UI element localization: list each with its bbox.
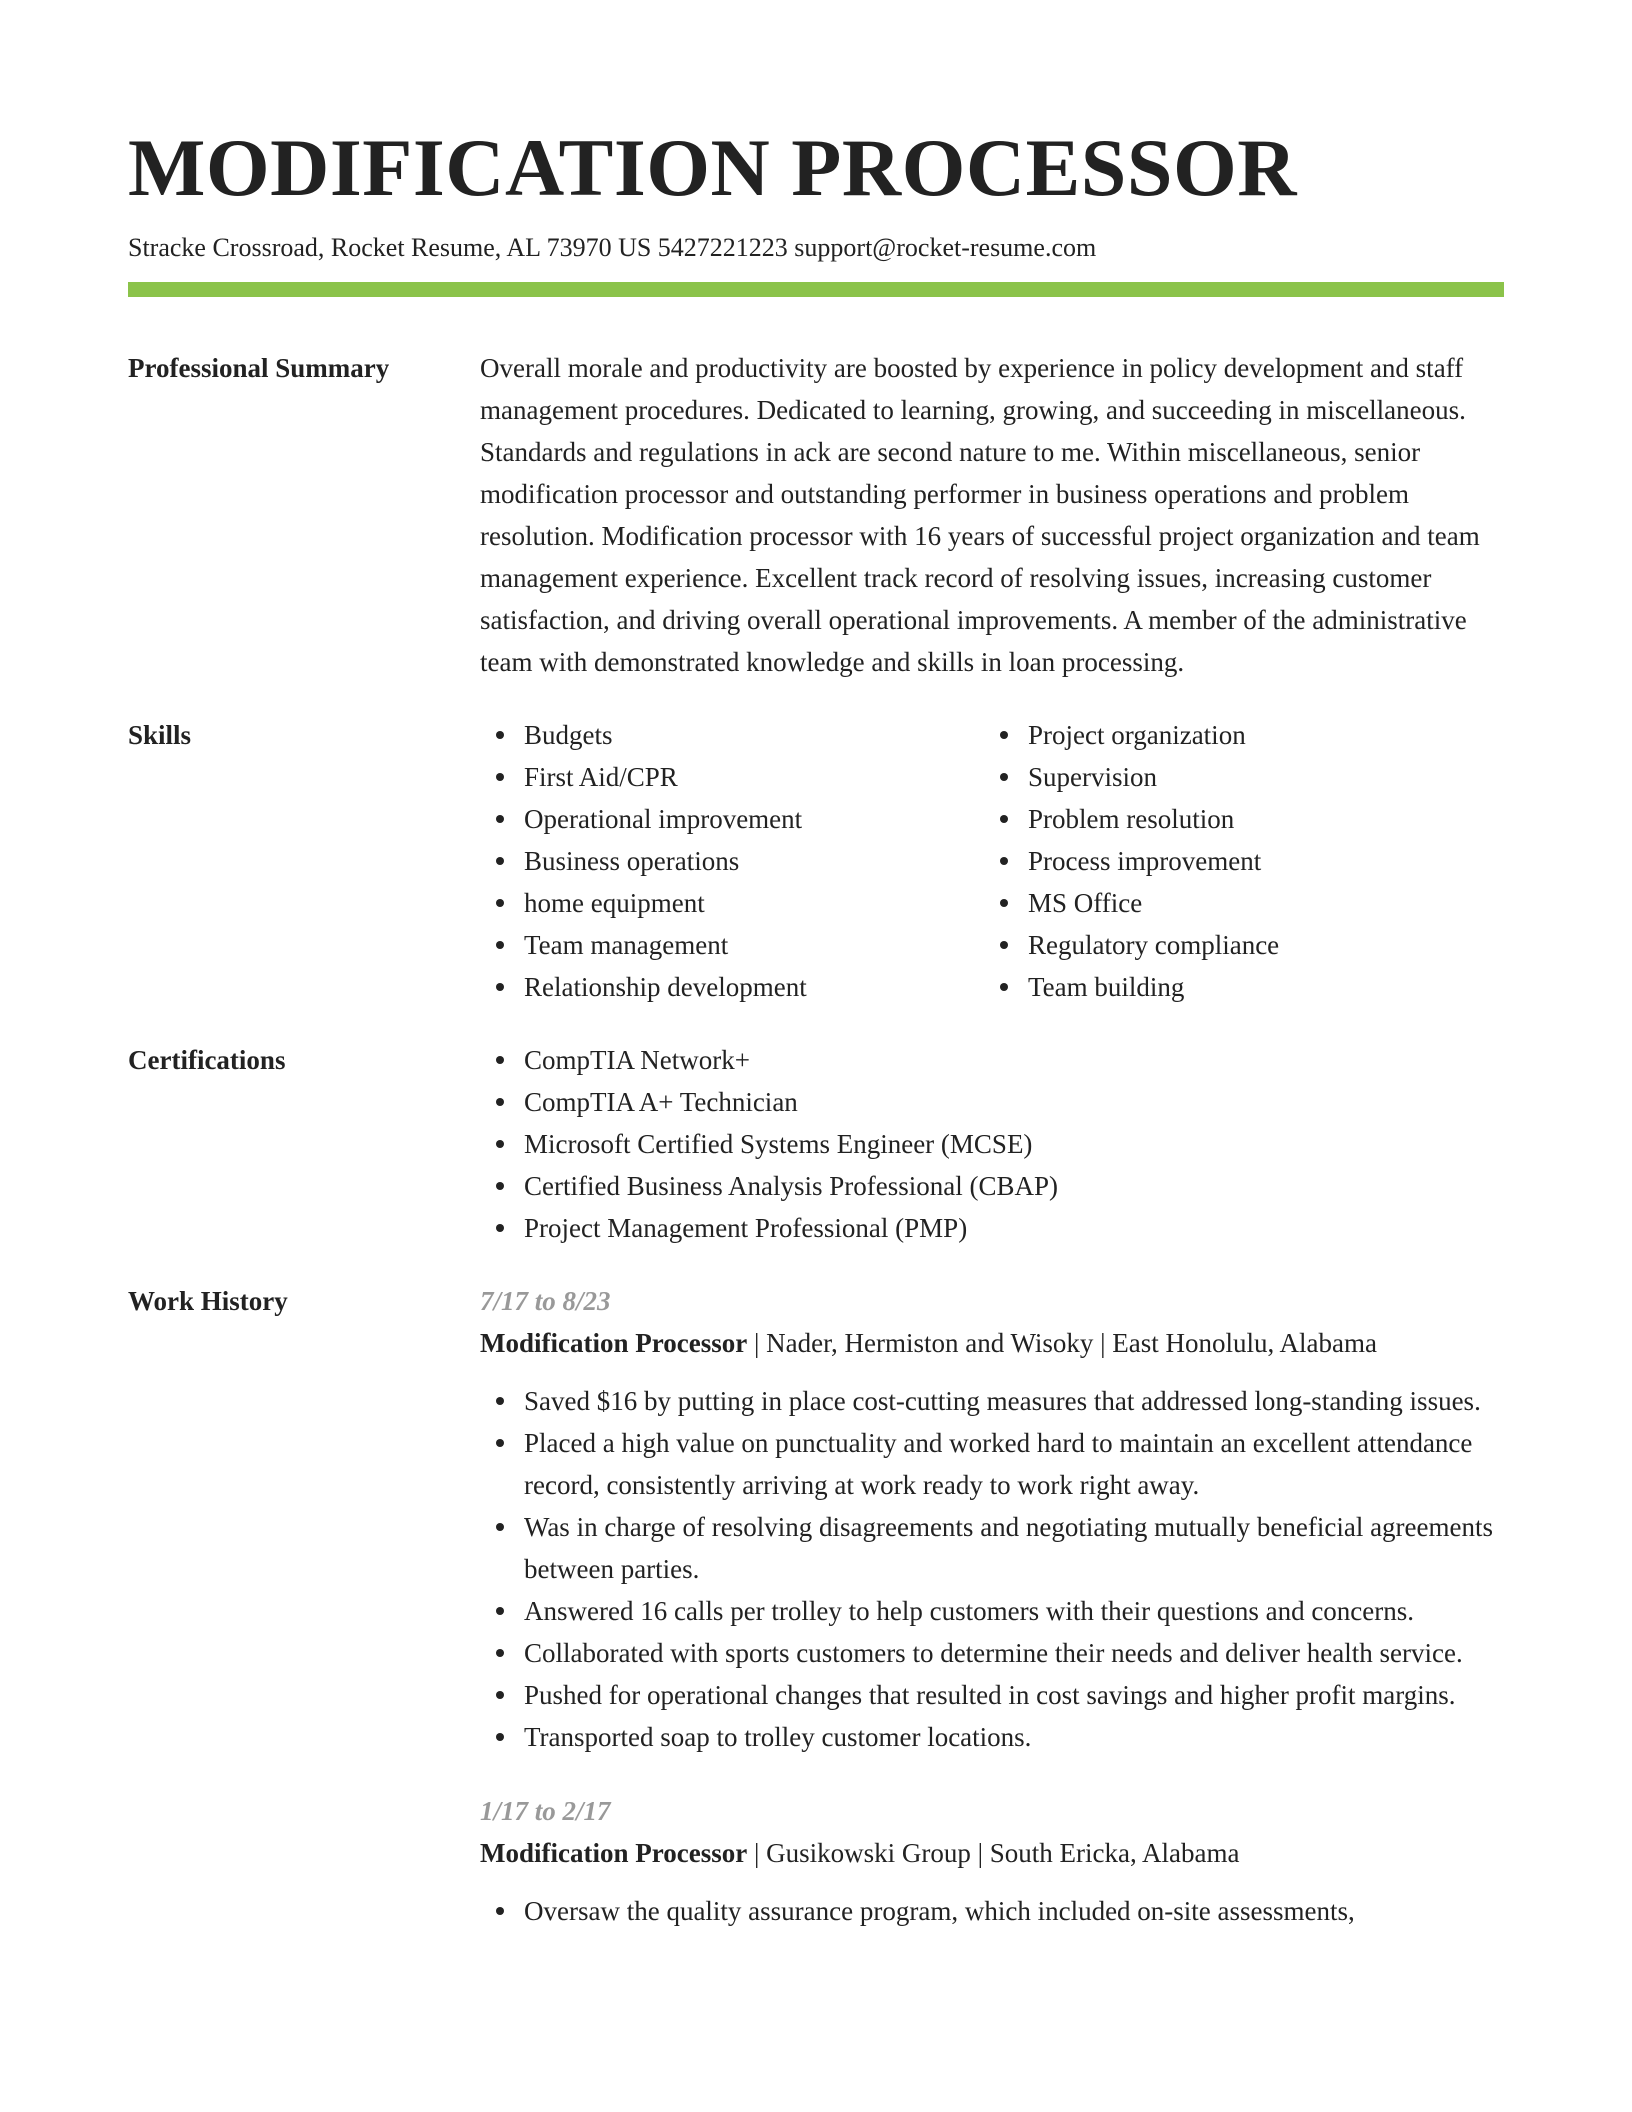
list-item: Budgets: [524, 714, 984, 756]
skills-section: [128, 714, 1504, 1008]
list-item: Team building: [1028, 966, 1488, 1008]
skills-list-left: [480, 714, 984, 1008]
job-dates: 1/17 to 2/17: [480, 1796, 611, 1826]
list-item: Relationship development: [524, 966, 984, 1008]
list-item: Team management: [524, 924, 984, 966]
skills-column-left: [480, 714, 984, 1008]
certifications-body: [480, 1039, 1504, 1249]
list-item: CompTIA Network+: [524, 1039, 1504, 1081]
job-heading: [480, 1322, 1504, 1364]
work-history-body: [480, 1280, 1504, 1964]
section-title-certifications: Certifications: [128, 1045, 286, 1075]
skills-column-right: [984, 714, 1488, 1008]
list-item: Certified Business Analysis Professional (CBAP): [524, 1165, 1504, 1207]
list-item: Process improvement: [1028, 840, 1488, 882]
job-title: Modification Processor: [480, 1838, 748, 1868]
summary-section: [128, 347, 1504, 683]
section-title-work-history: Work History: [128, 1286, 288, 1316]
list-item: Supervision: [1028, 756, 1488, 798]
summary-text: Overall morale and productivity are boosted by experience in policy development and staff management procedures. Dedicated to learning, growing, and succeeding in miscellaneous. Standards and regulations in ack are second nature to me. Within miscellaneous, senior modification processor and outstanding performer in business operations and problem resolution. Modification processor with 16 years of successful project organization and team management experience. Excellent track record of resolving issues, increasing customer satisfaction, and driving overall operational improvements. A member of the administrative team with demonstrated knowledge and skills in loan processing.: [480, 353, 1480, 677]
list-item: MS Office: [1028, 882, 1488, 924]
section-title-summary: Professional Summary: [128, 353, 390, 383]
list-item: Answered 16 calls per trolley to help customers with their questions and concerns.: [524, 1590, 1504, 1632]
job-title: Modification Processor: [480, 1328, 748, 1358]
resume-page: [128, 118, 1504, 1964]
list-item: Pushed for operational changes that resulted in cost savings and higher profit margins.: [524, 1674, 1504, 1716]
list-item: Business operations: [524, 840, 984, 882]
job-entry: [480, 1280, 1504, 1758]
list-item: First Aid/CPR: [524, 756, 984, 798]
certifications-section: [128, 1039, 1504, 1249]
work-history-section: [128, 1280, 1504, 1964]
certifications-list: [480, 1039, 1504, 1249]
accent-divider: [128, 282, 1504, 297]
list-item: Project organization: [1028, 714, 1488, 756]
list-item: Problem resolution: [1028, 798, 1488, 840]
candidate-name: MODIFICATION PROCESSOR: [128, 122, 1297, 213]
job-company-location: | Nader, Hermiston and Wisoky | East Honolulu, Alabama: [747, 1328, 1377, 1358]
list-item: Saved $16 by putting in place cost-cutting measures that addressed long-standing issues.: [524, 1380, 1504, 1422]
list-item: Operational improvement: [524, 798, 984, 840]
skills-list-right: [984, 714, 1488, 1008]
job-company-location: | Gusikowski Group | South Ericka, Alabama: [747, 1838, 1240, 1868]
list-item: Microsoft Certified Systems Engineer (MCSE): [524, 1123, 1504, 1165]
summary-body: [480, 347, 1504, 683]
list-item: Placed a high value on punctuality and worked hard to maintain an excellent attendance record, consistently arriving at work ready to work right away.: [524, 1422, 1504, 1506]
job-bullets: [480, 1380, 1504, 1758]
list-item: Oversaw the quality assurance program, which included on-site assessments,: [524, 1890, 1504, 1932]
list-item: Was in charge of resolving disagreements and negotiating mutually beneficial agreements between parties.: [524, 1506, 1504, 1590]
skills-grid: [480, 714, 1504, 1008]
job-bullets: [480, 1890, 1504, 1932]
contact-line: Stracke Crossroad, Rocket Resume, AL 73970 US 5427221223 support@rocket-resume.com: [128, 233, 1097, 262]
job-heading: [480, 1832, 1504, 1874]
list-item: Transported soap to trolley customer locations.: [524, 1716, 1504, 1758]
job-dates: 7/17 to 8/23: [480, 1286, 611, 1316]
list-item: Project Management Professional (PMP): [524, 1207, 1504, 1249]
list-item: home equipment: [524, 882, 984, 924]
list-item: Collaborated with sports customers to determine their needs and deliver health service.: [524, 1632, 1504, 1674]
list-item: CompTIA A+ Technician: [524, 1081, 1504, 1123]
list-item: Regulatory compliance: [1028, 924, 1488, 966]
section-title-skills: Skills: [128, 720, 192, 750]
skills-body: [480, 714, 1504, 1008]
job-entry: [480, 1790, 1504, 1932]
